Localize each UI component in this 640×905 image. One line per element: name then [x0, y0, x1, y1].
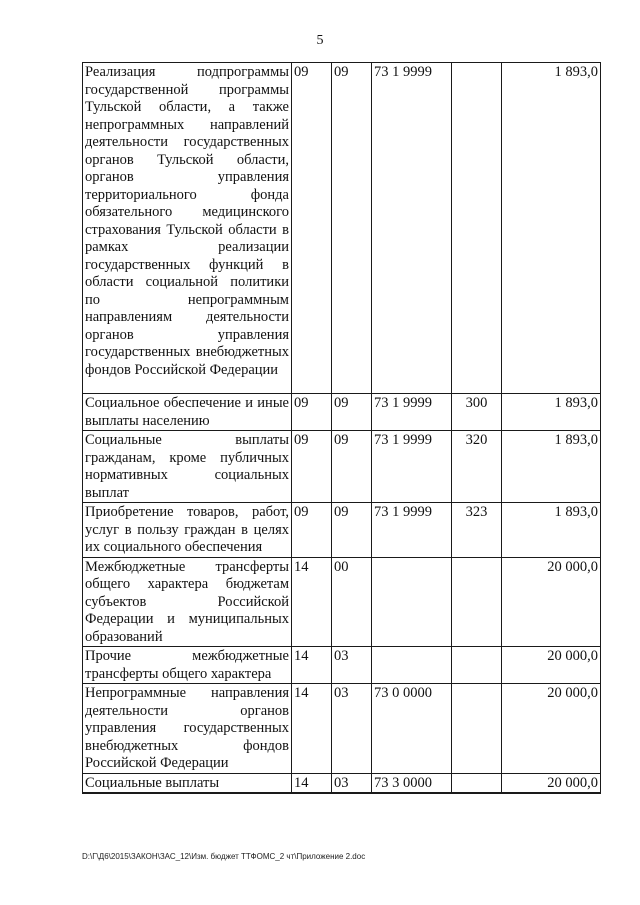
row-name: Социальное обеспечение и иные выплаты населению [83, 394, 292, 431]
row-amount: 20 000,0 [502, 647, 601, 684]
row-name: Социальные выплаты [83, 773, 292, 793]
row-amount: 20 000,0 [502, 684, 601, 774]
table-row [83, 647, 601, 684]
row-expense-type [452, 557, 502, 647]
row-section: 09 [292, 63, 332, 394]
row-expense-type [452, 684, 502, 774]
row-name: Прочие межбюджетные трансферты общего характера [83, 647, 292, 684]
row-expense-type: 320 [452, 431, 502, 503]
row-expense-type: 300 [452, 394, 502, 431]
row-subsection: 09 [332, 431, 372, 503]
row-amount: 1 893,0 [502, 503, 601, 558]
row-target [372, 557, 452, 647]
row-target: 73 1 9999 [372, 431, 452, 503]
row-name: Социальные выплаты гражданам, кроме публичных нормативных социальных выплат [83, 431, 292, 503]
row-expense-type [452, 773, 502, 793]
row-target: 73 3 0000 [372, 773, 452, 793]
table-row [83, 63, 601, 394]
row-amount: 1 893,0 [502, 431, 601, 503]
row-subsection: 03 [332, 647, 372, 684]
row-target [372, 647, 452, 684]
page-number: 5 [316, 33, 324, 48]
table-row [83, 773, 601, 793]
row-expense-type: 323 [452, 503, 502, 558]
row-section: 14 [292, 647, 332, 684]
row-name: Реализация подпрограммы государственной программы Тульской области, а также непрограммных направлений деятельности государственных органов Тульской области, органов управления территориального фонда обязательного медицинского страхования Тульской области в рамках реализации государственных функций в области социальной политики по непрограммным направлениям деятельности органов управления государственных внебюджетных фондов Российской Федерации [83, 63, 292, 394]
row-name: Приобретение товаров, работ, услуг в пользу граждан в целях их социального обеспечения [83, 503, 292, 558]
table-row [83, 394, 601, 431]
row-target: 73 0 0000 [372, 684, 452, 774]
row-expense-type [452, 63, 502, 394]
footer-file-path: D:\Г\Д6\2015\ЗАКОН\ЗАС_12\Изм. бюджет ТТФОМС_2 чт\Приложение 2.doc [82, 852, 366, 861]
row-subsection: 03 [332, 684, 372, 774]
row-section: 14 [292, 557, 332, 647]
row-target: 73 1 9999 [372, 63, 452, 394]
row-amount: 20 000,0 [502, 773, 601, 793]
table-row [83, 431, 601, 503]
row-amount: 20 000,0 [502, 557, 601, 647]
row-subsection: 03 [332, 773, 372, 793]
table-row [83, 557, 601, 647]
row-section: 09 [292, 431, 332, 503]
row-subsection: 00 [332, 557, 372, 647]
row-section: 14 [292, 773, 332, 793]
row-name: Межбюджетные трансферты общего характера бюджетам субъектов Российской Федерации и муниципальных образований [83, 557, 292, 647]
row-subsection: 09 [332, 63, 372, 394]
row-name: Непрограммные направления деятельности органов управления государственных внебюджетных фондов Российской Федерации [83, 684, 292, 774]
table-row [83, 503, 601, 558]
row-target: 73 1 9999 [372, 503, 452, 558]
row-subsection: 09 [332, 503, 372, 558]
row-amount: 1 893,0 [502, 394, 601, 431]
row-section: 14 [292, 684, 332, 774]
row-target: 73 1 9999 [372, 394, 452, 431]
row-amount: 1 893,0 [502, 63, 601, 394]
row-subsection: 09 [332, 394, 372, 431]
row-expense-type [452, 647, 502, 684]
table-row [83, 684, 601, 774]
row-section: 09 [292, 394, 332, 431]
budget-table [82, 62, 601, 794]
row-section: 09 [292, 503, 332, 558]
